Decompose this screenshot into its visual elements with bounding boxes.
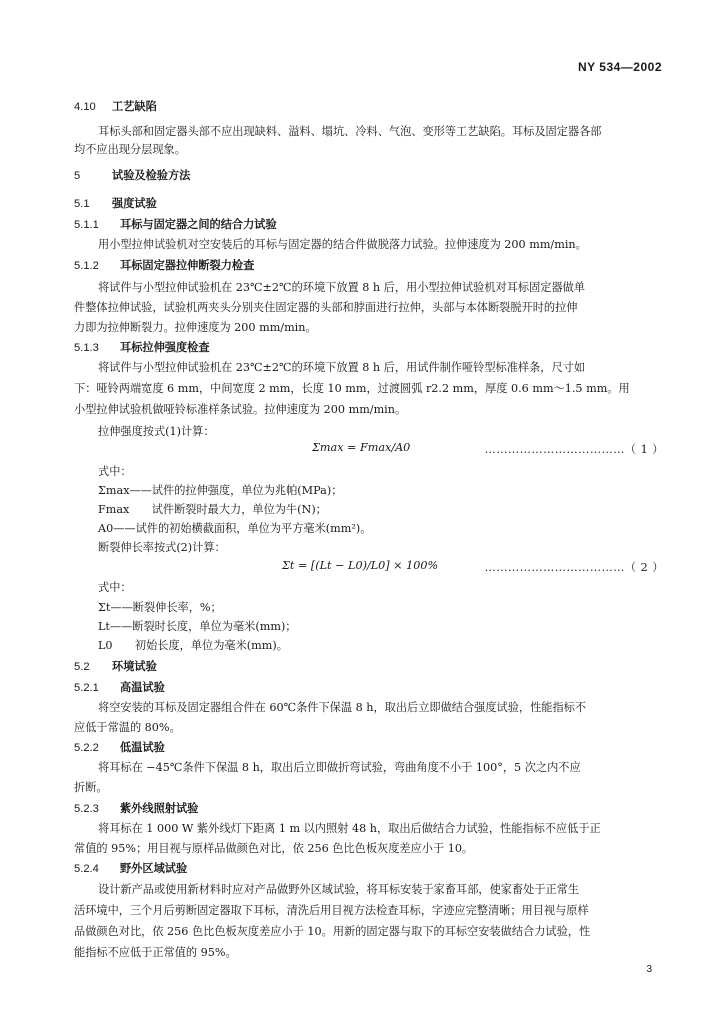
section-number: 5.2.3 (74, 803, 99, 815)
section-title: 试验及检验方法 (112, 168, 191, 182)
paragraph-line: 设计新产品或使用新材料时应对产品做野外区域试验，将耳标安装于家畜耳部，使家畜处于正常生 (98, 883, 580, 896)
paragraph-line: 活环境中，三个月后剪断固定器取下耳标，清洗后用目视方法检查耳标，字迹应完整清晰；用目视与原样 (74, 904, 589, 917)
section-number: 5.1.3 (74, 342, 99, 354)
definition-line: Σt——断裂伸长率，%； (98, 601, 222, 614)
paragraph-line: 将耳标在 1 000 W 紫外线灯下距离 1 m 以内照射 48 h，取出后做结合力试验，性能指标不应低于正 (98, 822, 601, 835)
section-5-1-3-heading (74, 339, 210, 355)
section-number: 5.2.4 (74, 863, 99, 875)
section-5-2-3-heading (74, 800, 198, 816)
paragraph-line: 小型拉伸试验机做哑铃标准样条试验。拉伸速度为 200 mm/min。 (74, 403, 407, 416)
section-number: 5.2.1 (74, 682, 99, 694)
paragraph-line: 应低于常温的 80%。 (74, 721, 181, 734)
paragraph-line: 将试件与小型拉伸试验机在 23℃±2℃的环境下放置 8 h 后，用小型拉伸试验机对耳标固定器做单 (98, 281, 586, 294)
document-code: NY 534—2002 (577, 60, 662, 74)
section-title: 紫外线照射试验 (120, 801, 199, 815)
section-title: 强度试验 (112, 196, 157, 210)
definition-line: A0——试件的初始横截面积，单位为平方毫米(mm²)。 (98, 522, 372, 535)
page-number: 3 (646, 964, 652, 975)
paragraph-line: 将空安装的耳标及固定器组合件在 60℃条件下保温 8 h，取出后立即做结合强度试验，性能指标不 (98, 701, 587, 714)
paragraph-line: 耳标头部和固定器头部不应出现缺料、溢料、塌坑、冷料、气泡、变形等工艺缺陷。耳标及固定器各部 (98, 125, 602, 138)
paragraph-line: 下：哑铃两端宽度 6 mm，中间宽度 2 mm，长度 10 mm，过渡圆弧 r2.2 mm，厚度 0.6 mm～1.5 mm。用 (74, 382, 630, 395)
definition-line: Lt——断裂时长度，单位为毫米(mm)； (98, 620, 297, 633)
section-number: 5.2 (74, 661, 90, 673)
paragraph-line: 将试件与小型拉伸试验机在 23℃±2℃的环境下放置 8 h 后，用试件制作哑铃型标准样条，尺寸如 (98, 361, 586, 374)
section-5-2-2-heading (74, 739, 165, 755)
section-5-heading (74, 167, 190, 183)
definition-line: Σmax——试件的拉伸强度，单位为兆帕(MPa)； (98, 484, 343, 497)
section-number: 4.10 (74, 101, 96, 113)
formula-intro: 断裂伸长率按式(2)计算： (98, 541, 226, 554)
where-label: 式中： (98, 581, 132, 594)
formula-2: Σt = [(Lt − L0)/L0] × 100% (282, 559, 439, 572)
section-5-2-heading (74, 658, 157, 674)
section-5-1-2-heading (74, 257, 254, 273)
section-title: 环境试验 (112, 659, 157, 673)
section-5-2-4-heading (74, 860, 187, 876)
paragraph-line: 将耳标在 −45℃条件下保温 8 h，取出后立即做折弯试验，弯曲角度不小于 100°，5 次之内不应 (98, 761, 581, 774)
section-title: 耳标拉伸强度检查 (120, 340, 210, 354)
formula-1: Σmax = Fmax/A0 (312, 441, 411, 454)
paragraph-line: 品做颜色对比，依 256 色比色板灰度差应小于 10。用新的固定器与取下的耳标空安装做结合力试验，性 (74, 925, 591, 938)
section-title: 野外区域试验 (120, 861, 188, 875)
section-number: 5.2.2 (74, 742, 99, 754)
paragraph-line: 用小型拉伸试验机对空安装后的耳标与固定器的结合件做脱落力试验。拉伸速度为 200 mm/min。 (98, 238, 587, 251)
section-number: 5.1 (74, 198, 90, 210)
definition-line: Fmax 试件断裂时最大力，单位为牛(N)； (98, 503, 327, 516)
section-number: 5.1.1 (74, 219, 99, 231)
definition-line: L0 初始长度，单位为毫米(mm)。 (98, 639, 288, 652)
section-number: 5 (74, 170, 81, 182)
section-title: 耳标固定器拉伸断裂力检查 (120, 258, 255, 272)
formula-intro: 拉伸强度按式(1)计算： (98, 425, 215, 438)
paragraph-line: 折断。 (74, 781, 108, 794)
paragraph-line: 力即为拉伸断裂力。拉伸速度为 200 mm/min。 (74, 321, 317, 334)
section-5-1-heading (74, 195, 157, 211)
section-title: 工艺缺陷 (112, 99, 157, 113)
section-5-1-1-heading (74, 216, 277, 232)
section-4-10-heading (74, 98, 157, 114)
section-number: 5.1.2 (74, 260, 99, 272)
paragraph-line: 常值的 95%；用目视与原样品做颜色对比，依 256 色比色板灰度差应小于 10。 (74, 842, 474, 855)
formula-1-number: ………………………………（ 1 ） (484, 443, 664, 456)
section-title: 低温试验 (120, 740, 165, 754)
section-title: 高温试验 (120, 680, 165, 694)
paragraph-line: 件整体拉伸试验，试验机两夹头分别夹住固定器的头部和脖面进行拉伸，头部与本体断裂脱开时的拉伸 (74, 301, 578, 314)
section-5-2-1-heading (74, 679, 165, 695)
where-label: 式中： (98, 465, 132, 478)
paragraph-line: 均不应出现分层现象。 (74, 143, 186, 156)
section-title: 耳标与固定器之间的结合力试验 (120, 217, 277, 231)
paragraph-line: 能指标不应低于正常值的 95%。 (74, 946, 237, 959)
formula-2-number: ………………………………（ 2 ） (484, 561, 664, 574)
